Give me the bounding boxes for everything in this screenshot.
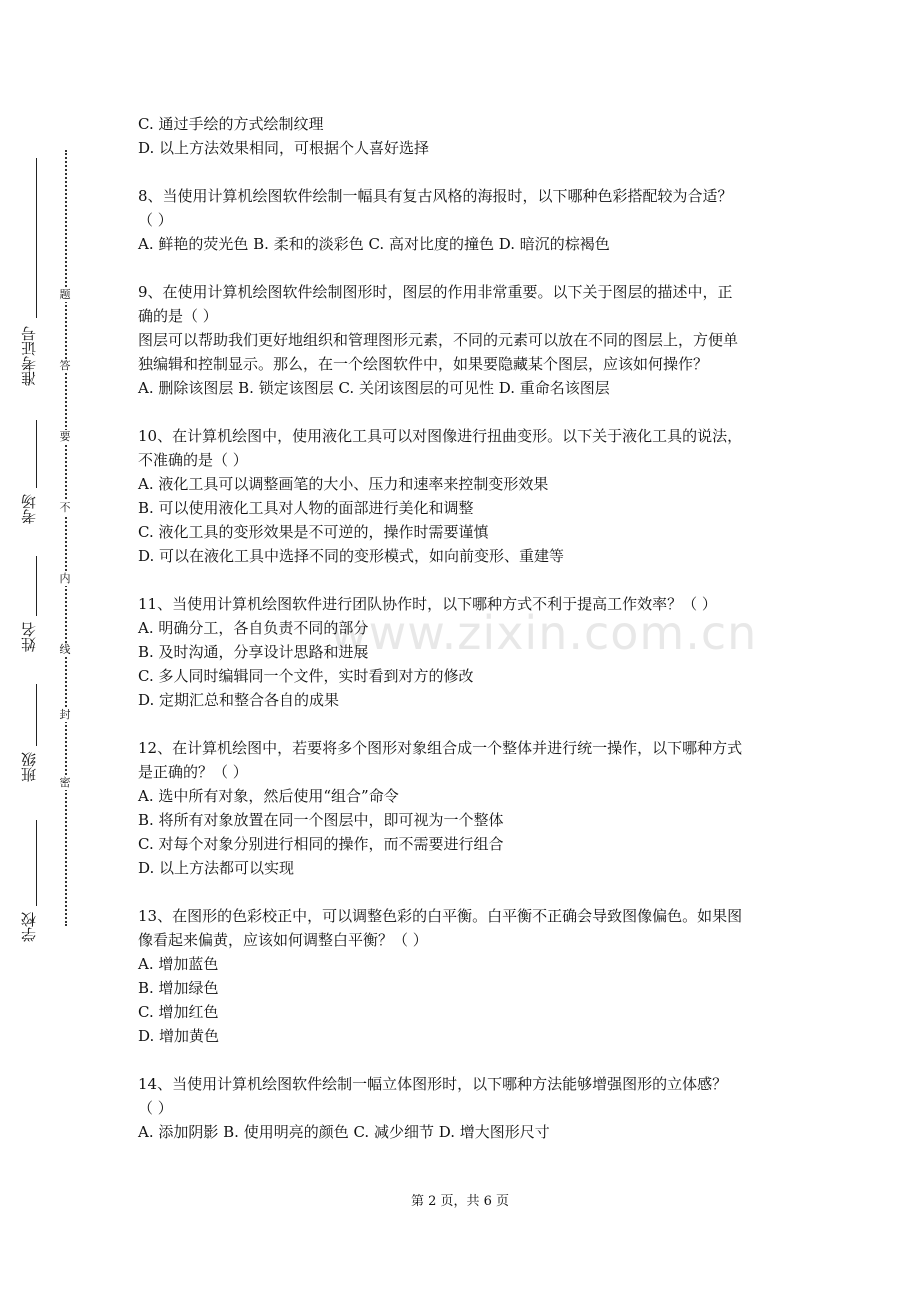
exam-id-line: [36, 158, 37, 318]
question-stem: 9、在使用计算机绘图软件绘制图形时，图层的作用非常重要。以下关于图层的描述中，正: [138, 283, 733, 301]
option-a: A. 增加蓝色: [138, 955, 219, 973]
question-body: 图层可以帮助我们更好地组织和管理图形元素，不同的元素可以放在不同的图层上，方便单: [138, 331, 739, 349]
seal-char: 内: [59, 572, 71, 585]
seal-dotted-line: [65, 150, 67, 926]
question-stem-cont: 不准确的是（ ）: [138, 451, 248, 469]
question-stem-cont: 是正确的？（ ）: [138, 763, 248, 781]
school-label: 学校: [20, 912, 38, 942]
seal-char: 答: [59, 359, 71, 372]
option-a: A. 选中所有对象，然后使用“组合”命令: [138, 787, 399, 805]
question-stem: 10、在计算机绘图中，使用液化工具可以对图像进行扭曲变形。以下关于液化工具的说法，: [138, 427, 743, 445]
question-7-tail: [138, 112, 788, 160]
watermark: www.zixin.com.cn: [330, 606, 758, 660]
question-13: [138, 904, 788, 1048]
option-c: C. 多人同时编辑同一个文件，实时看到对方的修改: [138, 667, 474, 685]
options-line: A. 鲜艳的荧光色 B. 柔和的淡彩色 C. 高对比度的撞色 D. 暗沉的棕褐色: [138, 235, 610, 253]
exam-id-label: 准考证号: [20, 326, 38, 386]
question-14: [138, 1072, 788, 1144]
question-11: [138, 592, 788, 712]
option-d: D. 以上方法都可以实现: [138, 859, 295, 877]
seal-char: 线: [59, 643, 71, 656]
question-stem: 13、在图形的色彩校正中，可以调整色彩的白平衡。白平衡不正确会导致图像偏色。如果图: [138, 907, 743, 925]
class-label: 班级: [20, 752, 38, 782]
option-d: D. 可以在液化工具中选择不同的变形模式，如向前变形、重建等: [138, 547, 565, 565]
seal-char: 要: [59, 430, 71, 443]
option-b: B. 可以使用液化工具对人物的面部进行美化和调整: [138, 499, 474, 517]
class-line: [36, 684, 37, 746]
seal-char: 不: [59, 501, 71, 514]
option-a: A. 明确分工，各自负责不同的部分: [138, 619, 369, 637]
option-c: C. 液化工具的变形效果是不可逆的，操作时需要谨慎: [138, 523, 489, 541]
exam-room-label: 考场: [20, 494, 38, 524]
option-c: C. 增加红色: [138, 1003, 219, 1021]
option-b: B. 将所有对象放置在同一个图层中，即可视为一个整体: [138, 811, 504, 829]
option-c: C. 对每个对象分别进行相同的操作，而不需要进行组合: [138, 835, 504, 853]
option-b: B. 及时沟通，分享设计思路和进展: [138, 643, 369, 661]
option-a: A. 液化工具可以调整画笔的大小、压力和速率来控制变形效果: [138, 475, 549, 493]
question-10: [138, 424, 788, 568]
option-d: D. 定期汇总和整合各自的成果: [138, 691, 340, 709]
option-c: C. 通过手绘的方式绘制纹理: [138, 115, 324, 133]
seal-char: 密: [59, 776, 71, 789]
options-line: A. 添加阴影 B. 使用明亮的颜色 C. 减少细节 D. 增大图形尺寸: [138, 1123, 550, 1141]
option-d: D. 增加黄色: [138, 1027, 220, 1045]
question-stem-cont: （ ）: [138, 1099, 173, 1117]
page-number: 第 2 页，共 6 页: [410, 1194, 510, 1209]
name-line: [36, 556, 37, 616]
binding-margin: [0, 0, 90, 1302]
question-stem: 14、当使用计算机绘图软件绘制一幅立体图形时，以下哪种方法能够增强图形的立体感？: [138, 1075, 728, 1093]
seal-char: 题: [59, 288, 71, 301]
question-stem-cont: 像看起来偏黄，应该如何调整白平衡？（ ）: [138, 931, 428, 949]
school-line: [36, 820, 37, 906]
question-stem: 11、当使用计算机绘图软件进行团队协作时，以下哪种方式不利于提高工作效率？（ ）: [138, 595, 717, 613]
question-stem-cont: 确的是（ ）: [138, 307, 218, 325]
question-stem: 8、当使用计算机绘图软件绘制一幅具有复古风格的海报时，以下哪种色彩搭配较为合适？: [138, 187, 733, 205]
question-8: [138, 184, 788, 256]
name-label: 姓名: [20, 622, 38, 652]
option-b: B. 增加绿色: [138, 979, 219, 997]
question-body-cont: 独编辑和控制显示。那么，在一个绘图软件中，如果要隐藏某个图层，应该如何操作？: [138, 355, 709, 373]
seal-char: 封: [59, 708, 71, 721]
option-d: D. 以上方法效果相同，可根据个人喜好选择: [138, 139, 430, 157]
question-9: [138, 280, 788, 400]
question-stem-cont: （ ）: [138, 211, 173, 229]
question-stem: 12、在计算机绘图中，若要将多个图形对象组合成一个整体并进行统一操作，以下哪种方式: [138, 739, 743, 757]
question-content: [138, 112, 788, 1144]
options-line: A. 删除该图层 B. 锁定该图层 C. 关闭该图层的可见性 D. 重命名该图层: [138, 379, 610, 397]
question-12: [138, 736, 788, 880]
exam-room-line: [36, 420, 37, 488]
